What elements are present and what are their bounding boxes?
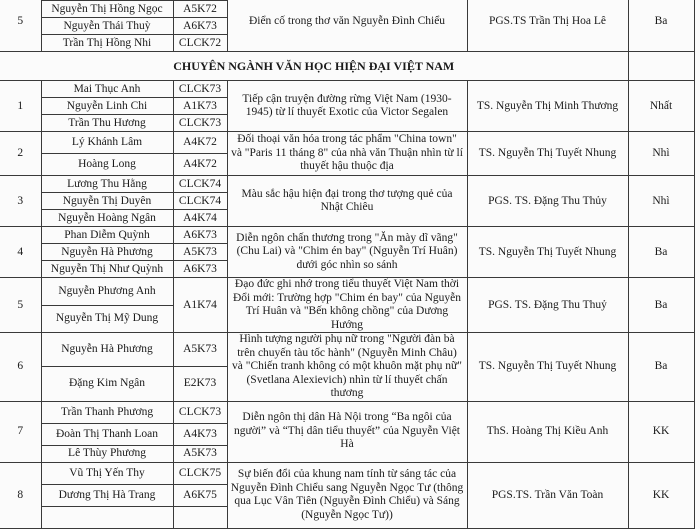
student-name: Nguyễn Hà Phương: [41, 333, 173, 367]
student-name: Lương Thu Hằng: [41, 176, 173, 193]
student-name: Nguyễn Thị Hồng Ngọc: [41, 1, 173, 18]
student-name: Nguyễn Thị Mỹ Dung: [41, 305, 173, 333]
table-row: [0, 462, 694, 484]
topic-cell: Diễn ngôn thị dân Hà Nội trong “Ba ngôi của người” và “Thị dân tiểu thuyết” của Nguyễn Việt Hà: [227, 401, 467, 462]
section-header-row: [0, 52, 694, 81]
student-class: A5K73: [173, 333, 227, 367]
student-class: A5K73: [173, 445, 227, 462]
award-cell: KK: [628, 462, 694, 528]
topic-cell: Màu sắc hậu hiện đại trong thơ tượng quẻ của Nhật Chiêu: [227, 176, 467, 227]
student-name: Đặng Kim Ngân: [41, 367, 173, 401]
advisor-cell: TS. Nguyễn Thị Tuyết Nhung: [467, 132, 628, 176]
topic-cell: Đạo đức ghi nhớ trong tiểu thuyết Việt Nam thời Đổi mới: Trường hợp "Chim én bay" của Nguyễn Trí Huân và "Bến không chồng" của Dương Hướng: [227, 278, 467, 333]
student-name: Nguyễn Linh Chi: [41, 98, 173, 115]
topic-cell: Điển cố trong thơ văn Nguyễn Đình Chiểu: [227, 0, 467, 52]
student-name: Vũ Thị Yến Thy: [41, 462, 173, 484]
student-class: A6K73: [173, 227, 227, 244]
student-class: A1K74: [173, 278, 227, 333]
topic-cell: Đối thoại văn hóa trong tác phẩm "China town" và "Paris 11 tháng 8" của nhà văn Thuận nhìn từ lí thuyết hậu thuộc địa: [227, 132, 467, 176]
table-row: [0, 401, 694, 423]
student-class: CLCK73: [173, 81, 227, 98]
student-class: A4K74: [173, 210, 227, 227]
student-class: CLCK75: [173, 462, 227, 484]
student-name: Hoàng Long: [41, 154, 173, 176]
student-class: A5K73: [173, 244, 227, 261]
student-name: Trần Thu Hương: [41, 115, 173, 132]
student-class: A5K72: [173, 1, 227, 18]
student-name: Trần Thanh Phương: [41, 401, 173, 423]
award-cell: Nhì: [628, 132, 694, 176]
student-name: Nguyễn Phương Anh: [41, 278, 173, 306]
student-name: Đoàn Thị Thanh Loan: [41, 423, 173, 445]
student-name: Nguyễn Thái Thuỳ: [41, 18, 173, 35]
stt-cell: 4: [0, 227, 41, 278]
stt-cell: 6: [0, 333, 41, 402]
topic-cell: Diễn ngôn chấn thương trong "Ăn mày dĩ vãng" (Chu Lai) và "Chim én bay" (Nguyễn Trí Huân) dưới góc nhìn so sánh: [227, 227, 467, 278]
student-class: CLCK74: [173, 176, 227, 193]
table-row: [0, 81, 694, 98]
student-class: A4K73: [173, 423, 227, 445]
table-row: [0, 176, 694, 193]
student-name: Nguyễn Thị Như Quỳnh: [41, 261, 173, 278]
student-class: CLCK73: [173, 401, 227, 423]
stt-cell: 3: [0, 176, 41, 227]
advisor-cell: TS. Nguyễn Thị Minh Thương: [467, 81, 628, 132]
stt-cell: 1: [0, 81, 41, 132]
advisor-cell: TS. Nguyễn Thị Tuyết Nhung: [467, 227, 628, 278]
advisor-cell: PGS. TS. Đặng Thu Thuỷ: [467, 278, 628, 333]
student-name: Nguyễn Thị Duyên: [41, 193, 173, 210]
award-cell: Ba: [628, 227, 694, 278]
topic-cell: Hình tượng người phụ nữ trong "Người đàn bà trên chuyến tàu tốc hành" (Nguyễn Minh Châu) và "Chiến tranh không có một khuôn mặt phụ nữ" (Svetlana Alexievich) nhìn từ lí thuyết chấn thương: [227, 333, 467, 402]
topic-cell: Tiếp cận truyện đường rừng Việt Nam (1930-1945) từ lí thuyết Exotic của Victor Segalen: [227, 81, 467, 132]
student-name: Dương Thị Hà Trang: [41, 484, 173, 506]
table-row: [0, 333, 694, 367]
student-class: [173, 506, 227, 528]
stt-cell: 7: [0, 401, 41, 462]
award-cell: KK: [628, 401, 694, 462]
student-class: A6K73: [173, 18, 227, 35]
award-cell: Ba: [628, 0, 694, 52]
award-cell: Ba: [628, 333, 694, 402]
topic-cell: Sự biến đổi của khung nam tính từ sáng tác của Nguyễn Đình Chiểu sang Nguyễn Ngọc Tư (thông qua Lục Vân Tiên (Nguyễn Đình Chiểu) và Sáng (Nguyễn Ngọc Tư)): [227, 462, 467, 528]
student-name: Trần Thị Hồng Nhi: [41, 35, 173, 52]
student-class: E2K73: [173, 367, 227, 401]
student-name: Nguyễn Hoàng Ngân: [41, 210, 173, 227]
student-class: A6K73: [173, 261, 227, 278]
advisor-cell: ThS. Hoàng Thị Kiều Anh: [467, 401, 628, 462]
stt-cell: 8: [0, 462, 41, 528]
award-cell: Nhất: [628, 81, 694, 132]
student-class: A6K75: [173, 484, 227, 506]
student-class: CLCK74: [173, 193, 227, 210]
student-name: [41, 506, 173, 528]
advisor-cell: PGS.TS. Trần Văn Toàn: [467, 462, 628, 528]
student-name: Lê Thùy Phương: [41, 445, 173, 462]
table-row: [0, 227, 694, 244]
stt-cell: 2: [0, 132, 41, 176]
advisor-cell: PGS.TS Trần Thị Hoa Lê: [467, 0, 628, 52]
award-cell: Nhì: [628, 176, 694, 227]
advisor-cell: PGS. TS. Đặng Thu Thủy: [467, 176, 628, 227]
student-name: Nguyễn Hà Phương: [41, 244, 173, 261]
table-row: [0, 132, 694, 154]
student-name: Phan Diễm Quỳnh: [41, 227, 173, 244]
student-name: Lý Khánh Lâm: [41, 132, 173, 154]
section-title: CHUYÊN NGÀNH VĂN HỌC HIỆN ĐẠI VIỆT NAM: [0, 52, 628, 81]
student-class: CLCK72: [173, 35, 227, 52]
student-class: A4K72: [173, 154, 227, 176]
stt-cell: 5: [0, 278, 41, 333]
section-empty-cell: [628, 52, 694, 81]
advisor-cell: TS. Nguyễn Thị Tuyết Nhung: [467, 333, 628, 402]
stt-cell: 5: [0, 0, 41, 52]
student-class: A1K73: [173, 98, 227, 115]
student-name: Mai Thục Anh: [41, 81, 173, 98]
table-row: [0, 278, 694, 306]
award-cell: Ba: [628, 278, 694, 333]
student-class: CLCK73: [173, 115, 227, 132]
student-class: A4K72: [173, 132, 227, 154]
